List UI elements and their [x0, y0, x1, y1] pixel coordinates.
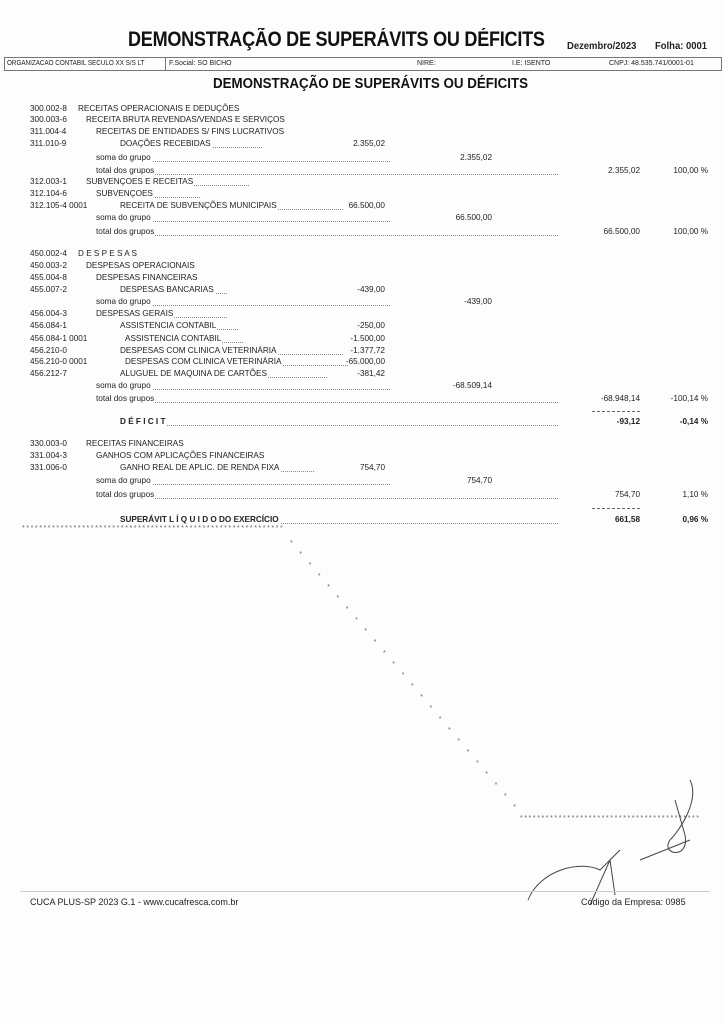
account-label: DESPESAS OPERACIONAIS — [86, 261, 195, 270]
svg-text:*: * — [73, 525, 77, 532]
svg-text:*: * — [245, 525, 249, 532]
svg-text:*: * — [636, 815, 639, 822]
svg-text:*: * — [308, 562, 312, 569]
group-total: 661,58 — [614, 515, 640, 524]
svg-text:*: * — [254, 525, 257, 532]
svg-text:*: * — [151, 525, 154, 532]
svg-text:*: * — [610, 815, 614, 822]
group-total: -68.948,14 — [600, 394, 640, 403]
svg-text:*: * — [503, 793, 507, 800]
account-code: 456.210-0 — [30, 346, 67, 355]
svg-text:*: * — [550, 815, 553, 822]
footer-divider — [20, 891, 710, 892]
group-sum: -68.509,14 — [452, 381, 492, 390]
svg-text:*: * — [410, 683, 414, 690]
svg-text:*: * — [90, 525, 94, 532]
account-label: D É F I C I T — [120, 417, 166, 426]
account-label: total dos grupos — [96, 490, 155, 499]
account-code: 456.212-7 — [30, 369, 67, 378]
nire: NIRE: — [417, 60, 436, 67]
svg-text:*: * — [228, 525, 232, 532]
group-total: -93,12 — [616, 417, 640, 426]
svg-text:*: * — [571, 815, 575, 822]
svg-text:*: * — [116, 525, 120, 532]
account-value: -1.500,00 — [350, 334, 385, 343]
svg-text:*: * — [327, 584, 330, 591]
account-code: 450.002-4 — [30, 249, 67, 258]
svg-text:*: * — [438, 716, 442, 723]
account-label: soma do grupo — [96, 153, 151, 162]
percentage: 100,00 % — [673, 166, 708, 175]
svg-text:*: * — [267, 525, 270, 532]
svg-text:*: * — [249, 525, 253, 532]
svg-text:*: * — [99, 525, 103, 532]
svg-text:*: * — [108, 525, 111, 532]
svg-text:*: * — [606, 815, 609, 822]
account-label: DESPESAS FINANCEIRAS — [96, 273, 198, 282]
svg-text:*: * — [448, 727, 451, 734]
svg-text:*: * — [95, 525, 98, 532]
company-name: ORGANIZACAO CONTABIL SECULO XX S/S LT — [7, 60, 145, 67]
account-label: DESPESAS COM CLINICA VETERINÁRIA — [125, 357, 282, 366]
svg-text:*: * — [466, 749, 470, 756]
account-code: 312.003-1 — [30, 177, 67, 186]
company-code: Código da Empresa: 0985 — [581, 897, 686, 907]
account-value: -1.377,72 — [350, 346, 385, 355]
account-label: total dos grupos — [96, 166, 155, 175]
svg-text:*: * — [69, 525, 73, 532]
svg-text:*: * — [640, 815, 644, 822]
svg-text:*: * — [271, 525, 275, 532]
svg-text:*: * — [401, 672, 405, 679]
svg-text:*: * — [138, 525, 141, 532]
account-label: total dos grupos — [96, 227, 155, 236]
svg-text:*: * — [241, 525, 245, 532]
account-label: ALUGUEL DE MAQUINA DE CARTÕES — [120, 369, 267, 378]
svg-text:*: * — [159, 525, 163, 532]
svg-text:*: * — [47, 525, 51, 532]
svg-text:*: * — [476, 760, 479, 767]
svg-text:*: * — [457, 738, 461, 745]
svg-text:*: * — [26, 525, 30, 532]
svg-text:*: * — [219, 525, 223, 532]
svg-text:*: * — [112, 525, 116, 532]
svg-text:*: * — [687, 815, 691, 822]
svg-text:*: * — [34, 525, 38, 532]
svg-text:*: * — [696, 815, 700, 822]
svg-text:*: * — [198, 525, 202, 532]
svg-text:*: * — [679, 815, 682, 822]
svg-text:*: * — [275, 525, 279, 532]
svg-text:*: * — [224, 525, 227, 532]
account-code: 330.003-0 — [30, 439, 67, 448]
svg-text:*: * — [345, 606, 349, 613]
group-total: 2.355,02 — [608, 166, 640, 175]
svg-text:*: * — [202, 525, 206, 532]
account-label: RECEITAS FINANCEIRAS — [86, 439, 184, 448]
svg-text:*: * — [355, 617, 358, 624]
account-code: 455.007-2 — [30, 285, 67, 294]
account-code: 331.004-3 — [30, 451, 67, 460]
account-value: -250,00 — [357, 321, 385, 330]
group-total: 66.500,00 — [603, 227, 640, 236]
cnpj: CNPJ: 48.535.741/0001-01 — [609, 60, 694, 67]
svg-text:*: * — [420, 694, 423, 701]
account-value: 754,70 — [359, 463, 385, 472]
svg-text:*: * — [299, 551, 303, 558]
svg-text:*: * — [494, 782, 498, 789]
account-label: soma do grupo — [96, 213, 151, 222]
account-label: GANHO REAL DE APLIC. DE RENDA FIXA — [120, 463, 280, 472]
svg-text:*: * — [661, 815, 665, 822]
svg-text:*: * — [580, 815, 583, 822]
svg-text:*: * — [215, 525, 219, 532]
svg-text:*: * — [541, 815, 545, 822]
svg-text:*: * — [125, 525, 128, 532]
period: Dezembro/2023 — [567, 40, 637, 52]
svg-text:*: * — [155, 525, 159, 532]
svg-text:*: * — [666, 815, 669, 822]
document-title: DEMONSTRAÇÃO DE SUPERÁVITS OU DÉFICITS — [128, 28, 545, 51]
svg-text:*: * — [537, 815, 540, 822]
account-label: soma do grupo — [96, 476, 151, 485]
svg-text:*: * — [584, 815, 588, 822]
account-code: 312.105-4 0001 — [30, 201, 88, 210]
svg-text:*: * — [597, 815, 601, 822]
svg-text:*: * — [56, 525, 60, 532]
social-name: F.Social: SO BICHO — [165, 58, 232, 70]
group-sum: 754,70 — [466, 476, 492, 485]
svg-text:*: * — [623, 815, 626, 822]
svg-text:*: * — [232, 525, 236, 532]
svg-text:*: * — [133, 525, 137, 532]
svg-text:*: * — [627, 815, 631, 822]
svg-text:*: * — [103, 525, 107, 532]
svg-text:*: * — [429, 705, 433, 712]
svg-text:*: * — [280, 525, 283, 532]
svg-text:*: * — [129, 525, 133, 532]
svg-text:*: * — [336, 595, 340, 602]
svg-text:*: * — [86, 525, 90, 532]
account-label: RECEITA BRUTA REVENDAS/VENDAS E SERVIÇOS — [86, 115, 285, 124]
account-label: soma do grupo — [96, 297, 151, 306]
svg-text:*: * — [383, 650, 386, 657]
account-label: ASSISTENCIA CONTABIL — [120, 321, 217, 330]
svg-text:*: * — [211, 525, 214, 532]
account-label: SUBVENÇOES — [96, 189, 153, 198]
svg-text:*: * — [644, 815, 648, 822]
svg-text:*: * — [373, 639, 377, 646]
svg-text:*: * — [290, 540, 293, 547]
svg-text:*: * — [194, 525, 197, 532]
account-code: 456.004-3 — [30, 309, 67, 318]
svg-text:*: * — [317, 573, 321, 580]
svg-text:*: * — [82, 525, 85, 532]
account-code: 456.084-1 0001 — [30, 334, 88, 343]
svg-text:*: * — [258, 525, 262, 532]
svg-text:*: * — [392, 661, 396, 668]
footer-software: CUCA PLUS-SP 2023 G.1 - www.cucafresca.com.br — [30, 897, 239, 907]
report-subtitle: DEMONSTRAÇÃO DE SUPERÁVITS OU DÉFICITS — [213, 76, 528, 92]
account-label: RECEITA DE SUBVENÇÕES MUNICIPAIS — [120, 201, 277, 210]
svg-text:*: * — [554, 815, 558, 822]
svg-text:*: * — [692, 815, 695, 822]
svg-text:*: * — [185, 525, 189, 532]
svg-text:*: * — [189, 525, 193, 532]
account-code: 331.006-0 — [30, 463, 67, 472]
svg-text:*: * — [485, 771, 489, 778]
svg-text:*: * — [65, 525, 68, 532]
svg-text:*: * — [657, 815, 661, 822]
svg-text:*: * — [30, 525, 34, 532]
svg-text:*: * — [545, 815, 549, 822]
percentage: 0,96 % — [682, 515, 708, 524]
group-sum: -439,00 — [464, 297, 492, 306]
svg-text:*: * — [168, 525, 171, 532]
account-code: 300.002-8 — [30, 104, 67, 113]
svg-text:*: * — [631, 815, 635, 822]
svg-text:*: * — [618, 815, 622, 822]
account-label: SUPERÁVIT L Í Q U I D O DO EXERCÍCIO — [120, 515, 279, 524]
svg-text:*: * — [120, 525, 124, 532]
svg-text:*: * — [670, 815, 674, 822]
svg-text:*: * — [262, 525, 266, 532]
svg-text:*: * — [172, 525, 176, 532]
account-code: 456.084-1 — [30, 321, 67, 330]
account-label: DESPESAS GERAIS — [96, 309, 174, 318]
account-label: D E S P E S A S — [78, 249, 138, 258]
svg-text:*: * — [22, 525, 25, 532]
svg-text:*: * — [593, 815, 596, 822]
account-label: DESPESAS BANCARIAS — [120, 285, 214, 294]
account-label: ASSISTENCIA CONTABIL — [125, 334, 222, 343]
svg-text:*: * — [567, 815, 571, 822]
svg-text:*: * — [77, 525, 81, 532]
percentage: -100,14 % — [670, 394, 708, 403]
account-value: 2.355,02 — [353, 139, 385, 148]
svg-text:*: * — [52, 525, 55, 532]
svg-text:*: * — [588, 815, 592, 822]
svg-text:*: * — [532, 815, 536, 822]
svg-text:*: * — [575, 815, 579, 822]
group-sum: 66.500,00 — [455, 213, 492, 222]
svg-text:*: * — [528, 815, 532, 822]
svg-text:*: * — [163, 525, 167, 532]
group-sum: 2.355,02 — [460, 153, 492, 162]
account-code: 311.004-4 — [30, 127, 67, 136]
svg-text:*: * — [364, 628, 368, 635]
svg-text:*: * — [237, 525, 240, 532]
account-label: soma do grupo — [96, 381, 151, 390]
svg-text:*: * — [520, 815, 523, 822]
account-code: 312.104-6 — [30, 189, 67, 198]
account-label: GANHOS COM APLICAÇÕES FINANCEIRAS — [96, 451, 265, 460]
svg-text:*: * — [558, 815, 562, 822]
svg-text:*: * — [683, 815, 687, 822]
signature — [528, 780, 693, 905]
svg-text:*: * — [176, 525, 180, 532]
svg-text:*: * — [43, 525, 47, 532]
svg-text:*: * — [142, 525, 146, 532]
svg-text:*: * — [39, 525, 42, 532]
state-registration: I.E: ISENTO — [512, 60, 551, 67]
account-label: SUBVENÇOES E RECEITAS — [86, 177, 194, 186]
svg-text:*: * — [649, 815, 652, 822]
svg-text:*: * — [181, 525, 184, 532]
group-total: 754,70 — [614, 490, 640, 499]
account-label: DESPESAS COM CLINICA VETERINÁRIA — [120, 346, 277, 355]
percentage: -0,14 % — [679, 417, 708, 426]
svg-text:*: * — [614, 815, 618, 822]
svg-text:*: * — [601, 815, 605, 822]
account-value: -381,42 — [357, 369, 385, 378]
account-label: DOAÇÕES RECEBIDAS — [120, 139, 211, 148]
account-label: total dos grupos — [96, 394, 155, 403]
svg-text:*: * — [513, 804, 516, 811]
svg-text:*: * — [60, 525, 64, 532]
svg-text:*: * — [146, 525, 150, 532]
account-code: 300.003-6 — [30, 115, 67, 124]
svg-text:*: * — [653, 815, 657, 822]
svg-text:*: * — [563, 815, 566, 822]
account-code: 311.010-9 — [30, 139, 67, 148]
percentage: 1,10 % — [682, 490, 708, 499]
account-code: 455.004-8 — [30, 273, 67, 282]
account-value: -439,00 — [357, 285, 385, 294]
account-code: 450.003-2 — [30, 261, 67, 270]
account-value: 66.500,00 — [348, 201, 385, 210]
percentage: 100,00 % — [673, 227, 708, 236]
account-code: 456.210-0 0001 — [30, 357, 88, 366]
sheet-number: Folha: 0001 — [655, 40, 708, 52]
account-label: RECEITAS DE ENTIDADES S/ FINS LUCRATIVOS — [96, 127, 285, 136]
svg-text:*: * — [524, 815, 528, 822]
account-value: -65.000,00 — [345, 357, 385, 366]
svg-text:*: * — [674, 815, 678, 822]
account-label: RECEITAS OPERACIONAIS E DEDUÇÕES — [78, 104, 240, 113]
svg-text:*: * — [206, 525, 210, 532]
